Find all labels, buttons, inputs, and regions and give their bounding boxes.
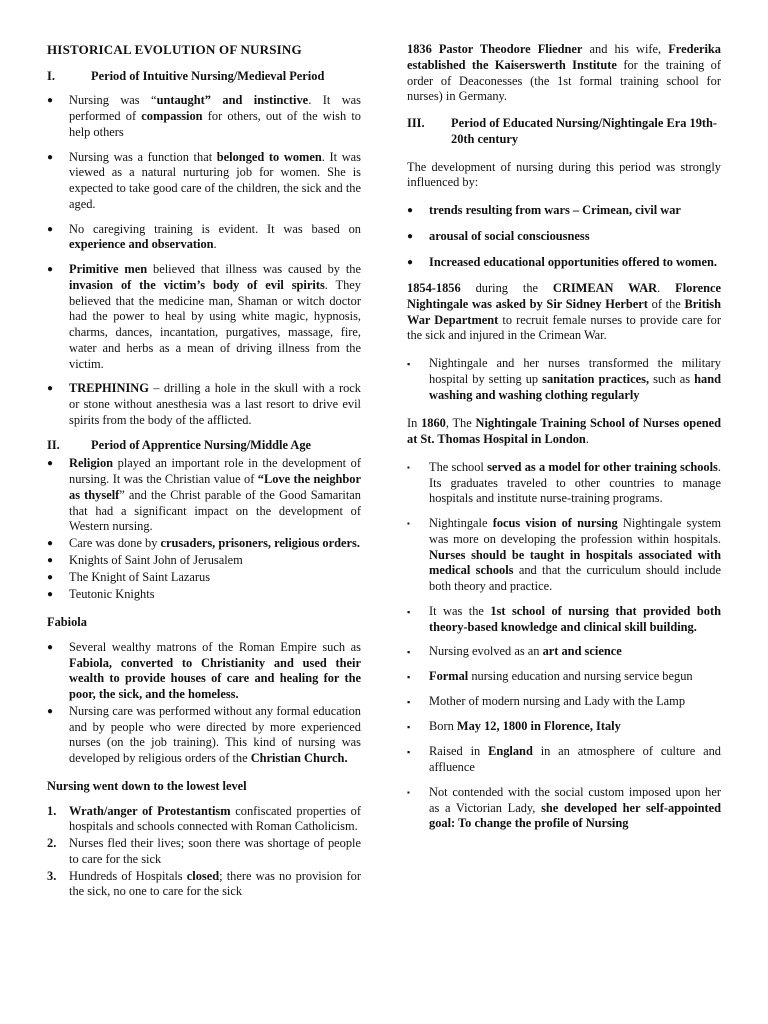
list-item: ▪ Nightingale and her nurses transformed the military hospital by setting up sanitation practices, such as hand washing and washing clothing regularly (407, 356, 722, 402)
document-title: HISTORICAL EVOLUTION OF NURSING (47, 42, 302, 57)
influence-list (407, 203, 721, 271)
list-item: ● Increased educational opportunities offered to women. (407, 255, 717, 269)
square-bullet-icon: ▪ (407, 787, 410, 797)
list-item: ● Knights of Saint John of Jerusalem (47, 553, 243, 567)
training-school-list (407, 460, 721, 832)
list-item: ▪ Nursing evolved as an art and science (407, 644, 622, 659)
bullet-icon: ● (47, 95, 54, 107)
bullet-icon: ● (47, 538, 54, 549)
crimean-list (407, 356, 721, 403)
square-bullet-icon: ▪ (407, 722, 411, 733)
bullet-icon: ● (47, 705, 54, 717)
list-item: ▪ The school served as a model for other training schools. Its graduates traveled to other countries to manage hospitals and institute nurse-training programs. (407, 459, 721, 506)
list-item: ▪ Not contended with the social custom imposed upon her as a Victorian Lady, she developed her self-appointed goal: To change the profile of Nursing (407, 784, 722, 831)
list-item: ● Care was done by crusaders, prisoners, religious orders. (47, 536, 360, 550)
list-item: ▪ Born May 12, 1800 in Florence, Italy (407, 719, 621, 734)
square-bullet-icon: ▪ (407, 519, 410, 528)
bullet-icon: ● (47, 589, 54, 600)
list-item: ● Primitive men believed that illness was caused by the invasion of the victim’s body of evil spirits. They believed that the medicine man, Shaman or witch doctor had the power to heal by using white magic, hypnosis, charms, dances, incantation, purgatives, massage, fire, water and herbs as a mean of driving illness from the victim. (47, 262, 362, 371)
square-bullet-icon: ▪ (407, 747, 411, 758)
square-bullet-icon: ▪ (407, 606, 411, 617)
bullet-icon: ● (47, 264, 54, 275)
bullet-icon: ● (47, 458, 54, 470)
bullet-icon: ● (47, 383, 54, 395)
sec2-list (47, 456, 361, 603)
square-bullet-icon: ▪ (407, 672, 411, 683)
square-bullet-icon: ▪ (407, 359, 411, 369)
section-heading-2: II. Period of Apprentice Nursing/Middle Age (47, 437, 312, 452)
list-item: ● Nursing care was performed without any formal education and by people who were directed by more experienced nurses (on the job training). This kind of nursing was developed by religious orders of the Christian Church. (47, 703, 361, 765)
square-bullet-icon: ▪ (407, 697, 411, 708)
crimean-war-paragraph: 1854-1856 during the CRIMEAN WAR. Florence Nightingale was asked by Sir Sidney Herbert of the British War Department to recruit female nurses to provide care for the sick and injured in the Crimean War. (407, 281, 721, 343)
left-column (47, 42, 361, 901)
fabiola-heading: Fabiola (47, 615, 87, 629)
bullet-icon: ● (407, 231, 414, 242)
bullet-icon: ● (407, 257, 414, 268)
bullet-icon: ● (47, 151, 54, 163)
bullet-icon: ● (47, 555, 54, 566)
list-item: 1. Wrath/anger of Protestantism confiscated properties of hospitals and schools connected with Roman Catholicism. (47, 803, 362, 834)
lowest-level-list (47, 804, 361, 901)
bullet-icon: ● (47, 223, 54, 235)
list-item: ● Nursing was a function that belonged to women. It was viewed as a natural nurturing job for women. She is expected to take good care of the children, the sick and the aged. (47, 149, 361, 211)
list-item: ● Several wealthy matrons of the Roman Empire such as Fabiola, converted to Christianity and used their wealth to provide houses of care and healing for the poor, the sick, and the homeless. (47, 639, 361, 701)
bullet-icon: ● (407, 205, 414, 216)
bullet-icon: ● (47, 641, 54, 653)
fliedner-paragraph: 1836 Pastor Theodore Fliedner and his wife, Frederika established the Kaiserswerth Institute for the training of order of Deaconesses (the 1st formal training school for nurses) in Germany. (407, 42, 721, 104)
section-heading-1: I. Period of Intuitive Nursing/Medieval Period (47, 68, 325, 83)
influence-paragraph: The development of nursing during this period was strongly influenced by: (407, 159, 721, 190)
list-item: ▪ Formal nursing education and nursing service begun (407, 669, 693, 684)
list-item: ● TREPHINING – drilling a hole in the skull with a rock or stone without anesthesia was a last resort to drive evil spirits from the body of the afflicted. (47, 381, 361, 427)
list-item: 3. Hundreds of Hospitals closed; there was no provision for the sick, no one to care for the sick (47, 868, 361, 899)
list-item: 2. Nurses fled their lives; soon there was shortage of people to care for the sick (47, 836, 361, 866)
list-item: ● The Knight of Saint Lazarus (47, 570, 211, 584)
list-item: ● No caregiving training is evident. It was based on experience and observation. (47, 221, 361, 252)
right-column (407, 42, 721, 841)
square-bullet-icon: ▪ (407, 647, 411, 658)
lowest-level-heading: Nursing went down to the lowest level (47, 778, 247, 793)
list-item: ● Teutonic Knights (47, 587, 155, 601)
list-item: ● Religion played an important role in the development of nursing. It was the Christian value of “Love the neighbor as thyself” and the Christ parable of the Good Samaritan that had a significant impact on the development of Western nursing. (47, 456, 361, 534)
training-school-paragraph: In 1860, The Nightingale Training School of Nurses opened at St. Thomas Hospital in London. (407, 416, 721, 446)
list-item: ▪ Nightingale focus vision of nursing Nightingale system was more on developing the profession within hospitals. Nurses should be taught in hospitals associated with medical schools and that the curriculum should include both theory and practice. (407, 516, 721, 593)
list-item: ● trends resulting from wars – Crimean, civil war (407, 203, 681, 217)
list-item: ● arousal of social consciousness (407, 229, 590, 243)
list-item: ● Nursing was “untaught” and instinctive. It was performed of compassion for others, out of the wish to help others (47, 93, 361, 139)
list-item: ▪ It was the 1st school of nursing that provided both theory-based knowledge and clinical skill building. (407, 603, 721, 634)
list-item: ▪ Mother of modern nursing and Lady with the Lamp (407, 694, 686, 709)
section-heading-3: III. Period of Educated Nursing/Nightingale Era 19th-20th century (407, 116, 718, 146)
square-bullet-icon: ▪ (407, 462, 410, 472)
fabiola-list (47, 640, 361, 767)
list-item: ▪ Raised in England in an atmosphere of culture and affluence (407, 744, 721, 774)
sec1-list (47, 93, 361, 428)
bullet-icon: ● (47, 572, 54, 583)
